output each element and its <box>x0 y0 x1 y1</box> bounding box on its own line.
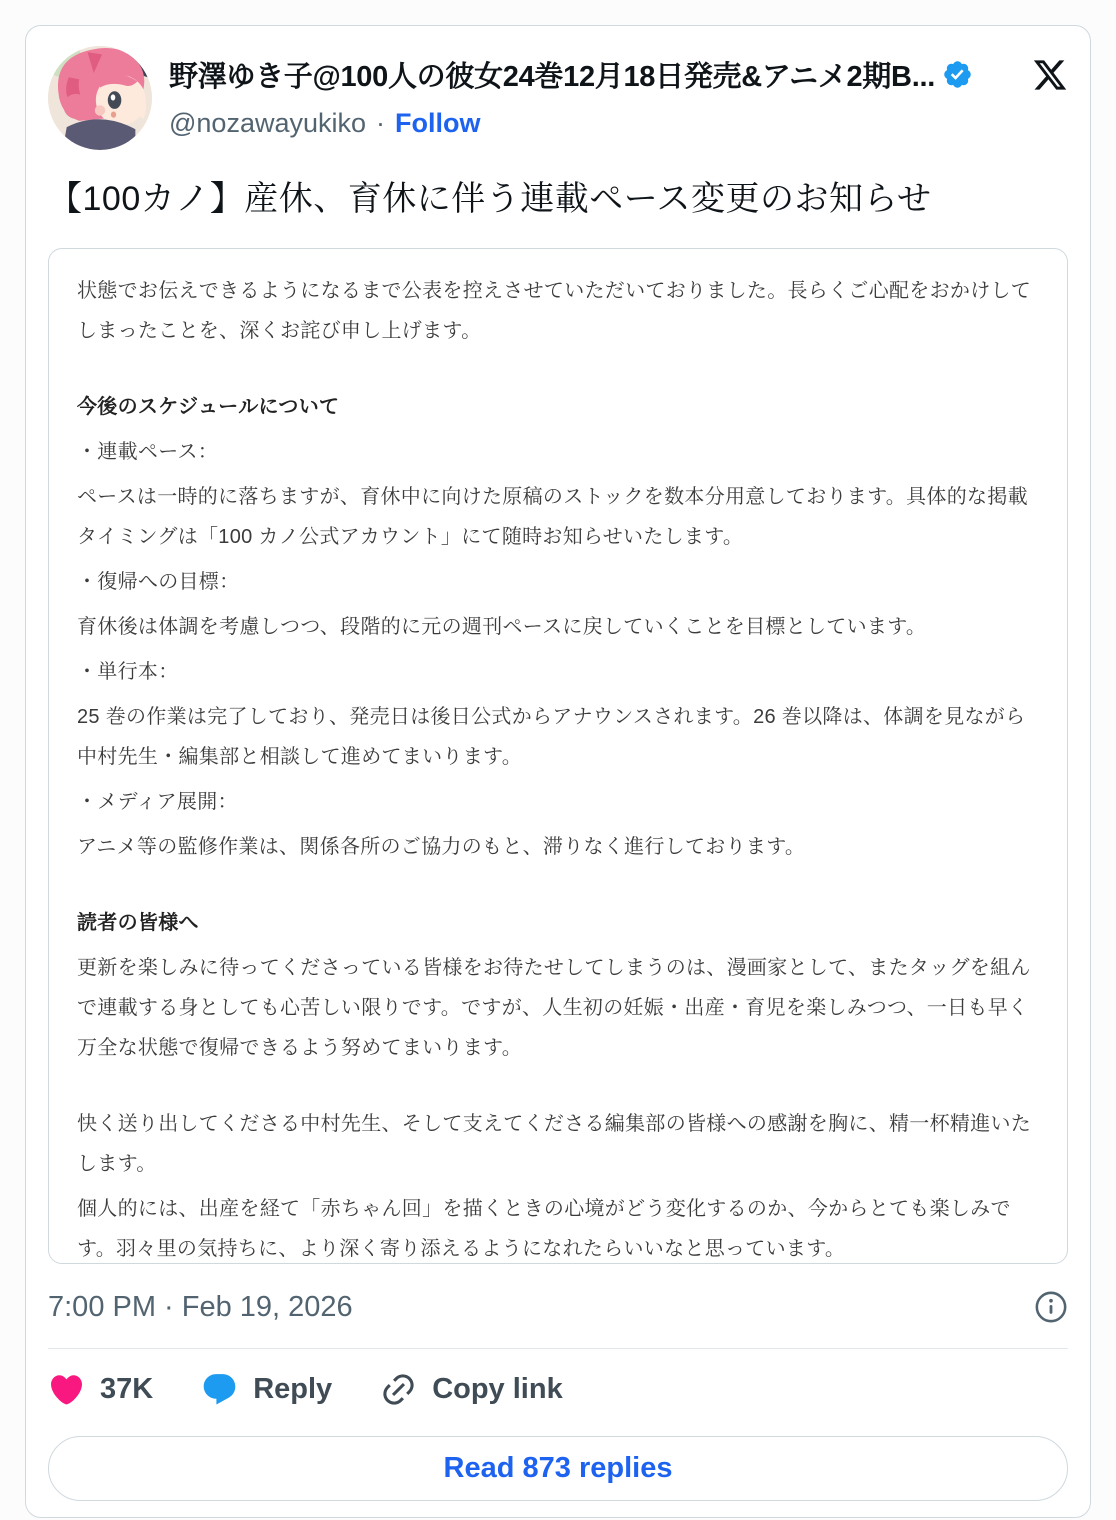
handle-row <box>169 108 1068 139</box>
tweet-text: 【100カノ】産休、育休に伴う連載ペース変更のお知らせ <box>48 180 932 218</box>
display-name[interactable]: 野澤ゆき子@100人の彼女24巻12月18日発売&アニメ2期B... <box>169 61 935 93</box>
x-logo-icon[interactable] <box>1032 57 1068 93</box>
follow-link[interactable]: Follow <box>395 108 481 138</box>
heart-icon <box>48 1371 85 1408</box>
letter-paragraph: ・メディア展開： <box>77 791 238 814</box>
letter-paragraph: 状態でお伝えできるようになるまで公表を控えさせていただいておりました。長らくご心配をおかけしてしまったことを、深くお詫び申し上げます。 <box>77 280 1032 343</box>
letter-paragraph: ・単行本： <box>77 661 179 684</box>
letter-paragraph: 25 巻の作業は完了しており、発売日は後日公式からアナウンスされます。26 巻以降は、体調を見ながら中村先生・編集部と相談して進めてまいります。 <box>77 706 1026 769</box>
announcement-image[interactable] <box>48 248 1068 1264</box>
letter-paragraph: 育休後は体調を考慮しつつ、段階的に元の週刊ペースに戻していくことを目標としています。 <box>77 616 927 639</box>
letter-section-heading: 今後のスケジュールについて <box>77 396 340 419</box>
letter-paragraph: 更新を楽しみに待ってくださっている皆様をお待たせしてしまうのは、漫画家として、またタッグを組んで連載する身としても心苦しい限りです。ですが、人生初の妊娠・出産・育児を楽しみつつ、一日も早く万全な状態で復帰できるよう努めてまいります。 <box>77 957 1031 1060</box>
name-row <box>169 54 1068 95</box>
letter-paragraph: 個人的には、出産を経て「赤ちゃん回」を描くときの心境がどう変化するのか、今からとても楽しみです。羽々里の気持ちに、より深く寄り添えるようになれたらいいなと思っています。 <box>77 1198 1011 1261</box>
reply-bubble-icon <box>201 1371 238 1408</box>
letter-paragraph: ・復帰への目標： <box>77 571 240 594</box>
letter-paragraph: ペースは一時的に落ちますが、育休中に向けた原稿のストックを数本分用意しております。具体的な掲載タイミングは「100 カノ公式アカウント」にて随時お知らせいたします。 <box>77 486 1028 549</box>
letter-paragraph: ・連載ペース： <box>77 441 219 464</box>
like-count: 37K <box>100 1373 154 1406</box>
divider <box>48 1348 1068 1349</box>
read-replies-button[interactable]: Read 873 replies <box>48 1436 1068 1501</box>
action-bar <box>48 1371 1068 1408</box>
header-text <box>169 46 1068 150</box>
meta-row <box>48 1290 1068 1324</box>
copy-link-label: Copy link <box>432 1373 563 1406</box>
copy-link-button[interactable] <box>380 1371 563 1408</box>
like-button[interactable] <box>48 1371 153 1408</box>
letter-section-heading: 読者の皆様へ <box>77 912 199 935</box>
avatar-illustration <box>48 46 152 150</box>
handle[interactable]: @nozawayukiko <box>169 108 367 138</box>
info-icon[interactable] <box>1034 1290 1068 1324</box>
timestamp[interactable]: 7:00 PM · Feb 19, 2026 <box>48 1290 353 1323</box>
reply-label: Reply <box>253 1373 333 1406</box>
link-icon <box>380 1371 417 1408</box>
letter-paragraph: アニメ等の監修作業は、関係各所のご協力のもと、滞りなく進行しております。 <box>77 836 806 859</box>
tweet-card <box>25 25 1091 1518</box>
letter-paragraph: 快く送り出してくださる中村先生、そして支えてくださる編集部の皆様への感謝を胸に、精一杯精進いたします。 <box>77 1113 1032 1176</box>
handle-separator: · <box>376 108 386 138</box>
reply-button[interactable] <box>201 1371 332 1408</box>
avatar[interactable] <box>48 46 152 150</box>
verified-badge-icon <box>942 59 973 90</box>
tweet-header <box>48 46 1068 150</box>
